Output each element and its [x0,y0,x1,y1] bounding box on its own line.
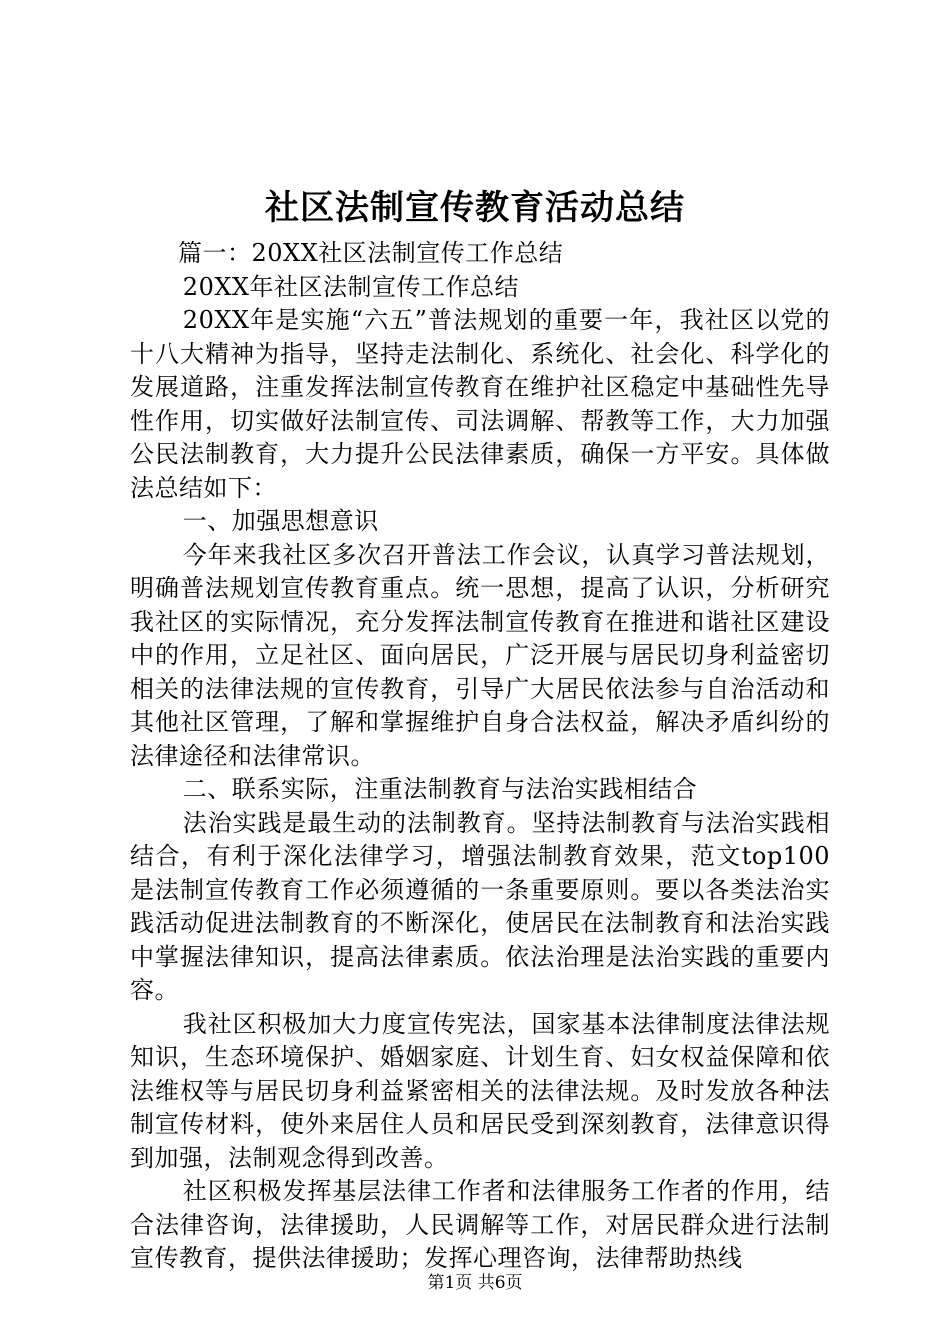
body-paragraph: 今年来我社区多次召开普法工作会议，认真学习普法规划，明确普法规划宣传教育重点。统一思想，提高了认识，分析研究我社区的实际情况，充分发挥法制宣传教育在推进和谐社区建设中的作用，立足社区、面向居民，广泛开展与居民切身利益密切相关的法律法规的宣传教育，引导广大居民依法参与自治活动和其他社区管理，了解和掌握维护自身合法权益，解决矛盾纠纷的法律途径和法律常识。 [130,540,830,770]
document-title: 社区法制宣传教育活动总结 [265,188,685,228]
section-heading: 一、加强思想意识 [182,507,379,535]
section-heading: 篇一：20XX社区法制宣传工作总结 [178,239,564,267]
body-paragraph: 20XX年是实施“六五”普法规划的重要一年，我社区以党的十八大精神为指导，坚持走法制化、系统化、社会化、科学化的发展道路，注重发挥法制宣传教育在维护社区稳定中基础性先导性作用，切实做好法制宣传、司法调解、帮教等工作，大力加强公民法制教育，大力提升公民法律素质，确保一方平安。具体做法总结如下： [130,306,830,502]
document-body [130,237,830,1276]
section-heading: 二、联系实际，注重法制教育与法治实践相结合 [182,775,698,803]
body-paragraph: 我社区积极加大力度宣传宪法，国家基本法律制度法律法规知识，生态环境保护、婚姻家庭、计划生育、妇女权益保障和依法维权等与居民切身利益紧密相关的法律法规。及时发放各种法制宣传材料，使外来居住人员和居民受到深刻教育，法律意识得到加强，法制观念得到改善。 [130,1009,830,1172]
page-footer: 第1页 共6页 [427,1273,523,1293]
subtitle: 20XX年社区法制宣传工作总结 [182,272,520,301]
body-paragraph: 社区积极发挥基层法律工作者和法律服务工作者的作用，结合法律咨询，法律援助，人民调解等工作，对居民群众进行法制宣传教育，提供法律援助；发挥心理咨询，法律帮助热线 [130,1177,830,1272]
body-paragraph: 法治实践是最生动的法制教育。坚持法制教育与法治实践相结合，有利于深化法律学习，增强法制教育效果，范文top100是法制宣传教育工作必须遵循的一条重要原则。要以各类法治实践活动促进法制教育的不断深化，使居民在法制教育和法治实践中掌握法律知识，提高法律素质。依法治理是法治实践的重要内容。 [130,808,830,1004]
